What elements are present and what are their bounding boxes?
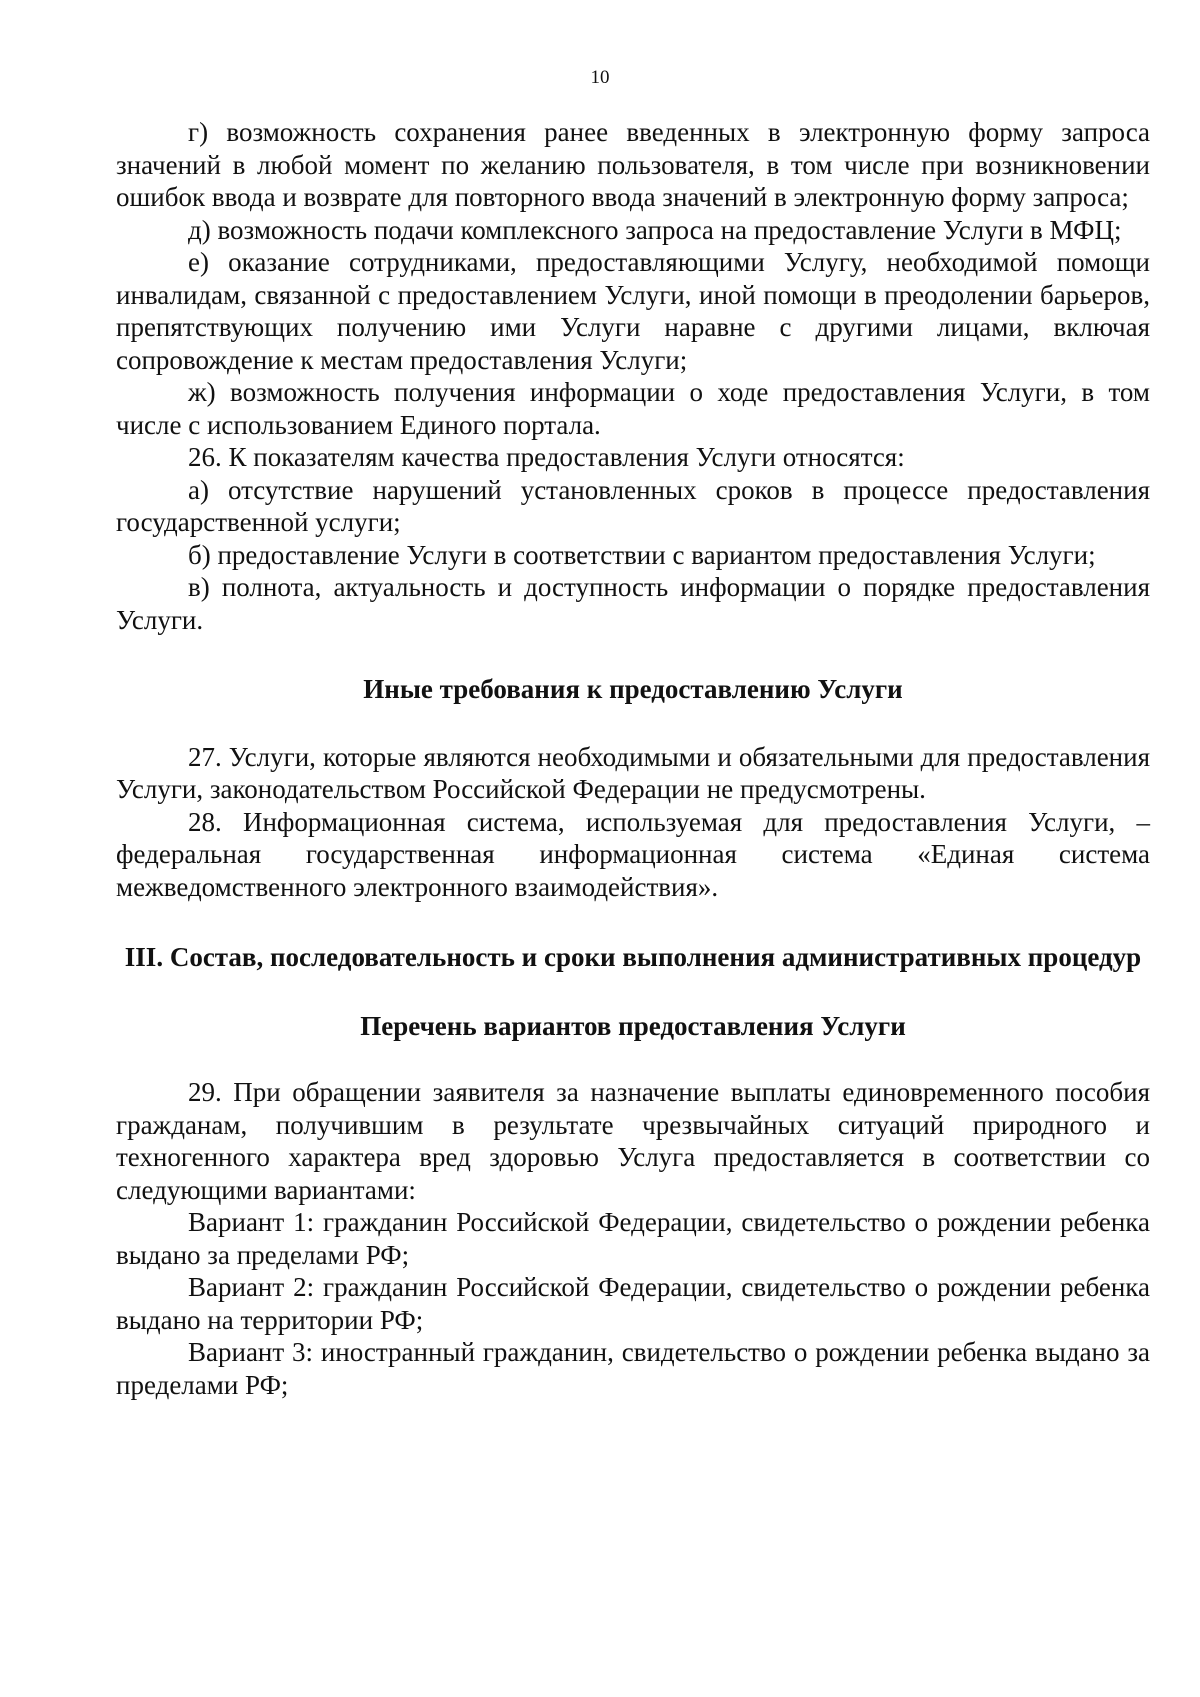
- paragraph-item-zh: ж) возможность получения информации о ходе предоставления Услуги, в том числе с использованием Единого портала.: [116, 377, 1150, 440]
- paragraph-28: 28. Информационная система, используемая для предоставления Услуги, – федеральная государственная информационная система «Единая система межведомственного электронного взаимодействия».: [116, 806, 1150, 902]
- paragraph-variant-3: Вариант 3: иностранный гражданин, свидетельство о рождении ребенка выдано за пределами РФ;: [116, 1337, 1150, 1400]
- heading-section-3: III. Состав, последовательность и сроки выполнения административных процедур: [124, 942, 1142, 972]
- spacer: [116, 1042, 1150, 1076]
- paragraph-29: 29. При обращении заявителя за назначение выплаты единовременного пособия гражданам, получившим в результате чрезвычайных ситуаций природного и техногенного характера вред здоровью Услуга предоставляется в соответствии со следующими вариантами:: [116, 1077, 1150, 1205]
- spacer: [116, 706, 1150, 741]
- paragraph-27: 27. Услуги, которые являются необходимыми и обязательными для предоставления Услуги, законодательством Российской Федерации не предусмотрены.: [116, 741, 1150, 804]
- heading-variants: Перечень вариантов предоставления Услуги: [360, 1010, 906, 1041]
- paragraph-26-b: б) предоставление Услуги в соответствии с вариантом предоставления Услуги;: [188, 539, 1096, 570]
- paragraph-26-v: в) полнота, актуальность и доступность информации о порядке предоставления Услуги.: [116, 572, 1150, 635]
- paragraph-item-e: е) оказание сотрудниками, предоставляющими Услугу, необходимой помощи инвалидам, связанной с предоставлением Услуги, иной помощи в преодолении барьеров, препятствующих получению ими Услуги наравне с другими лицами, включая сопровождение к местам предоставления Услуги;: [116, 247, 1150, 375]
- document-body: [116, 116, 1150, 1401]
- spacer: [116, 636, 1150, 673]
- paragraph-variant-2: Вариант 2: гражданин Российской Федерации, свидетельство о рождении ребенка выдано на территории РФ;: [116, 1272, 1150, 1335]
- heading-other-requirements: Иные требования к предоставлению Услуги: [363, 674, 903, 704]
- paragraph-26-a: а) отсутствие нарушений установленных сроков в процессе предоставления государственной услуги;: [116, 474, 1150, 537]
- spacer: [116, 974, 1150, 1010]
- paragraph-item-g: г) возможность сохранения ранее введенных в электронную форму запроса значений в любой момент по желанию пользователя, в том числе при возникновении ошибок ввода и возврате для повторного ввода значений в электронную форму запроса;: [116, 117, 1150, 212]
- paragraph-item-d: д) возможность подачи комплексного запроса на предоставление Услуги в МФЦ;: [188, 214, 1122, 245]
- spacer: [116, 903, 1150, 941]
- paragraph-26: 26. К показателям качества предоставления Услуги относятся:: [188, 442, 905, 472]
- paragraph-variant-1: Вариант 1: гражданин Российской Федерации, свидетельство о рождении ребенка выдано за пределами РФ;: [116, 1207, 1150, 1270]
- page-number: 10: [590, 67, 610, 88]
